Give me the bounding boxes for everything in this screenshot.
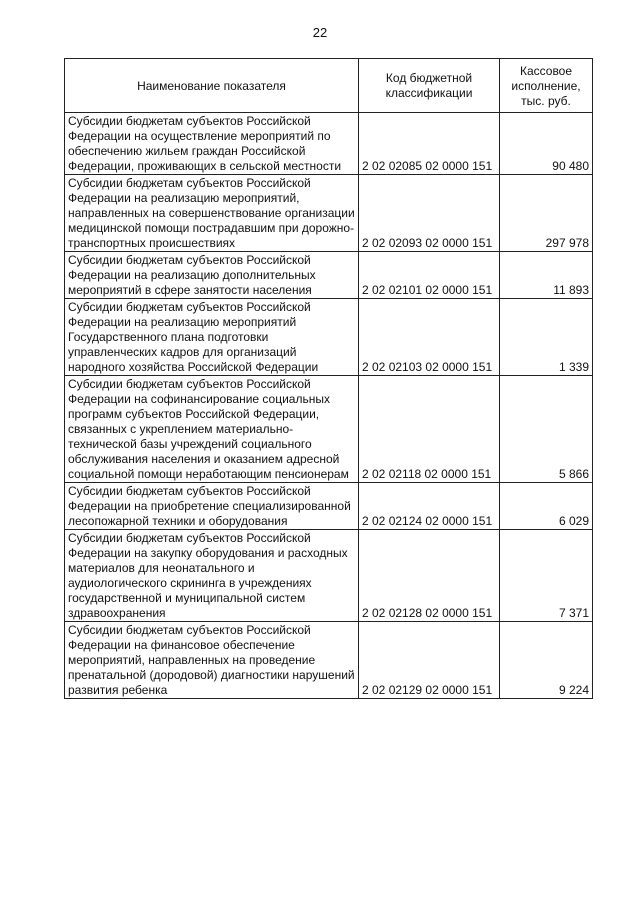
table-row [65, 622, 593, 699]
row-code: 2 02 02128 02 0000 151 [359, 530, 500, 622]
row-name: Субсидии бюджетам субъектов Российской Федерации на реализацию мероприятий Государственного плана подготовки управленческих кадров для организаций народного хозяйства Российской Федерации [65, 299, 359, 376]
table-row [65, 376, 593, 483]
row-code: 2 02 02118 02 0000 151 [359, 376, 500, 483]
row-amount: 7 371 [500, 530, 593, 622]
row-code: 2 02 02085 02 0000 151 [359, 113, 500, 175]
row-amount: 90 480 [500, 113, 593, 175]
row-amount: 6 029 [500, 483, 593, 530]
header-code: Код бюджетной классификации [359, 59, 500, 113]
row-code: 2 02 02103 02 0000 151 [359, 299, 500, 376]
row-amount: 1 339 [500, 299, 593, 376]
row-amount: 297 978 [500, 175, 593, 252]
row-name: Субсидии бюджетам субъектов Российской Федерации на реализацию дополнительных мероприятий в сфере занятости населения [65, 252, 359, 299]
header-name: Наименование показателя [65, 59, 359, 113]
table-header-row [65, 59, 593, 113]
row-amount: 5 866 [500, 376, 593, 483]
table-row [65, 483, 593, 530]
header-amount: Кассовое исполнение, тыс. руб. [500, 59, 593, 113]
page-number: 22 [312, 25, 328, 40]
row-amount: 9 224 [500, 622, 593, 699]
table-row [65, 530, 593, 622]
row-amount: 11 893 [500, 252, 593, 299]
row-code: 2 02 02101 02 0000 151 [359, 252, 500, 299]
row-name: Субсидии бюджетам субъектов Российской Федерации на софинансирование социальных программ субъектов Российской Федерации, связанных с укреплением материально-технической базы учреждений социального обслуживания населения и оказанием адресной социальной помощи неработающим пенсионерам [65, 376, 359, 483]
row-name: Субсидии бюджетам субъектов Российской Федерации на осуществление мероприятий по обеспечению жильем граждан Российской Федерации, проживающих в сельской местности [65, 113, 359, 175]
budget-table [64, 58, 593, 699]
row-name: Субсидии бюджетам субъектов Российской Федерации на финансовое обеспечение мероприятий, направленных на проведение пренатальной (дородовой) диагностики нарушений развития ребенка [65, 622, 359, 699]
table-row [65, 113, 593, 175]
table-row [65, 252, 593, 299]
row-code: 2 02 02129 02 0000 151 [359, 622, 500, 699]
row-name: Субсидии бюджетам субъектов Российской Федерации на реализацию мероприятий, направленных на совершенствование организации медицинской помощи пострадавшим при дорожно-транспортных происшествиях [65, 175, 359, 252]
table-row [65, 299, 593, 376]
table-row [65, 175, 593, 252]
row-code: 2 02 02093 02 0000 151 [359, 175, 500, 252]
row-name: Субсидии бюджетам субъектов Российской Федерации на закупку оборудования и расходных материалов для неонатального и аудиологического скрининга в учреждениях государственной и муниципальной систем здравоохранения [65, 530, 359, 622]
row-name: Субсидии бюджетам субъектов Российской Федерации на приобретение специализированной лесопожарной техники и оборудования [65, 483, 359, 530]
row-code: 2 02 02124 02 0000 151 [359, 483, 500, 530]
